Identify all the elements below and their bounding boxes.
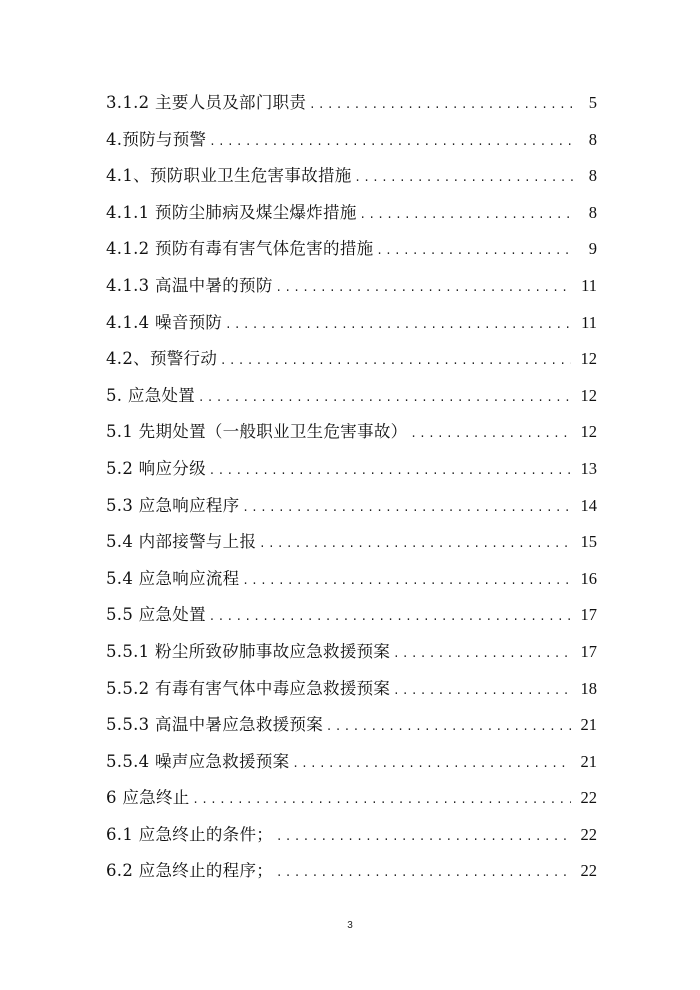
toc-entry-label: 4.预防与预警 (106, 129, 207, 149)
toc-entry-page: 21 (580, 715, 597, 735)
toc-entry-page: 12 (580, 385, 597, 405)
toc-entry[interactable] (106, 382, 597, 419)
toc-entry[interactable] (106, 492, 597, 529)
toc-entry[interactable] (106, 418, 597, 455)
toc-leader-dots (394, 677, 570, 704)
toc-entry-label: 4.1.2 预防有毒有害气体危害的措施 (106, 239, 374, 259)
toc-leader-dots (277, 859, 570, 886)
toc-entry-page: 16 (580, 568, 597, 588)
toc-entry-page: 14 (580, 495, 597, 515)
toc-entry-page: 22 (580, 788, 597, 808)
toc-entry[interactable] (106, 199, 597, 236)
toc-leader-dots (394, 640, 570, 667)
toc-leader-dots (361, 201, 575, 228)
toc-leader-dots (412, 420, 571, 447)
toc-entry-page: 17 (580, 605, 597, 625)
toc-entry-label: 5.4 应急响应流程 (106, 568, 240, 588)
toc-entry-label: 6 应急终止 (106, 788, 190, 808)
toc-leader-dots (244, 567, 571, 594)
toc-leader-dots (226, 311, 571, 338)
toc-entry-page: 5 (588, 93, 597, 112)
toc-entry[interactable] (106, 638, 597, 675)
toc-entry[interactable] (106, 821, 597, 858)
toc-leader-dots (244, 494, 571, 521)
toc-entry-label: 5.4 内部接警与上报 (106, 532, 257, 552)
toc-entry-page: 15 (580, 532, 597, 552)
toc-entry[interactable] (106, 784, 597, 821)
toc-entry-label: 5.5.2 有毒有害气体中毒应急救援预案 (106, 678, 391, 698)
toc-leader-dots (293, 750, 570, 777)
toc-entry-page: 22 (580, 824, 597, 844)
toc-entry-page: 8 (588, 129, 597, 149)
toc-entry[interactable] (106, 565, 597, 602)
toc-entry-page: 17 (580, 641, 597, 661)
toc-entry-label: 3.1.2 主要人员及部门职责 (106, 93, 307, 112)
toc-leader-dots (210, 128, 575, 155)
toc-entry-label: 6.1 应急终止的条件； (106, 824, 274, 844)
toc-entry[interactable] (106, 126, 597, 163)
toc-entry[interactable] (106, 272, 597, 309)
toc-entry-page: 11 (581, 275, 597, 295)
toc-entry[interactable] (106, 89, 597, 126)
toc-entry-label: 5.1 先期处置（一般职业卫生危害事故） (106, 422, 408, 442)
toc-entry-label: 4.1.3 高温中暑的预防 (106, 275, 273, 295)
toc-entry[interactable] (106, 528, 597, 565)
toc-leader-dots (260, 530, 570, 557)
toc-leader-dots (210, 457, 571, 484)
toc-entry[interactable] (106, 455, 597, 492)
table-of-contents (106, 89, 597, 894)
toc-entry[interactable] (106, 309, 597, 346)
toc-entry-label: 5.3 应急响应程序 (106, 495, 240, 515)
toc-entry-label: 5.5 应急处置 (106, 605, 206, 625)
toc-entry[interactable] (106, 235, 597, 272)
toc-entry[interactable] (106, 345, 597, 382)
toc-entry[interactable] (106, 748, 597, 785)
toc-leader-dots (194, 786, 571, 813)
toc-entry-label: 4.1.4 噪音预防 (106, 312, 223, 332)
toc-leader-dots (210, 603, 571, 630)
toc-entry-label: 5. 应急处置 (106, 385, 196, 405)
toc-entry-page: 9 (588, 239, 597, 259)
toc-entry-page: 8 (588, 202, 597, 222)
toc-entry[interactable] (106, 601, 597, 638)
toc-entry-page: 11 (581, 312, 597, 332)
toc-entry-label: 5.2 响应分级 (106, 458, 206, 478)
toc-entry[interactable] (106, 857, 597, 894)
toc-entry-label: 4.2、预警行动 (106, 349, 218, 369)
toc-entry-label: 6.2 应急终止的程序； (106, 861, 274, 881)
toc-leader-dots (327, 713, 570, 740)
toc-entry-label: 5.5.4 噪声应急救援预案 (106, 751, 290, 771)
page-number: 3 (347, 920, 353, 931)
toc-entry-page: 12 (580, 349, 597, 369)
toc-entry-label: 4.1、预防职业卫生危害事故措施 (106, 166, 352, 186)
toc-leader-dots (356, 164, 575, 191)
toc-entry-page: 8 (588, 166, 597, 186)
toc-entry-page: 22 (580, 861, 597, 881)
toc-entry-page: 12 (580, 422, 597, 442)
toc-entry-page: 13 (580, 458, 597, 478)
toc-entry-label: 5.5.1 粉尘所致矽肺事故应急救援预案 (106, 641, 391, 661)
toc-leader-dots (221, 347, 570, 374)
toc-entry[interactable] (106, 711, 597, 748)
toc-entry-label: 5.5.3 高温中暑应急救援预案 (106, 715, 324, 735)
toc-entry-label: 4.1.1 预防尘肺病及煤尘爆炸措施 (106, 202, 357, 222)
toc-leader-dots (310, 91, 575, 118)
toc-leader-dots (277, 823, 570, 850)
toc-entry-page: 18 (580, 678, 597, 698)
toc-entry[interactable] (106, 162, 597, 199)
toc-leader-dots (277, 274, 571, 301)
toc-leader-dots (199, 384, 570, 411)
toc-leader-dots (377, 237, 575, 264)
toc-entry-page: 21 (580, 751, 597, 771)
toc-entry[interactable] (106, 675, 597, 712)
